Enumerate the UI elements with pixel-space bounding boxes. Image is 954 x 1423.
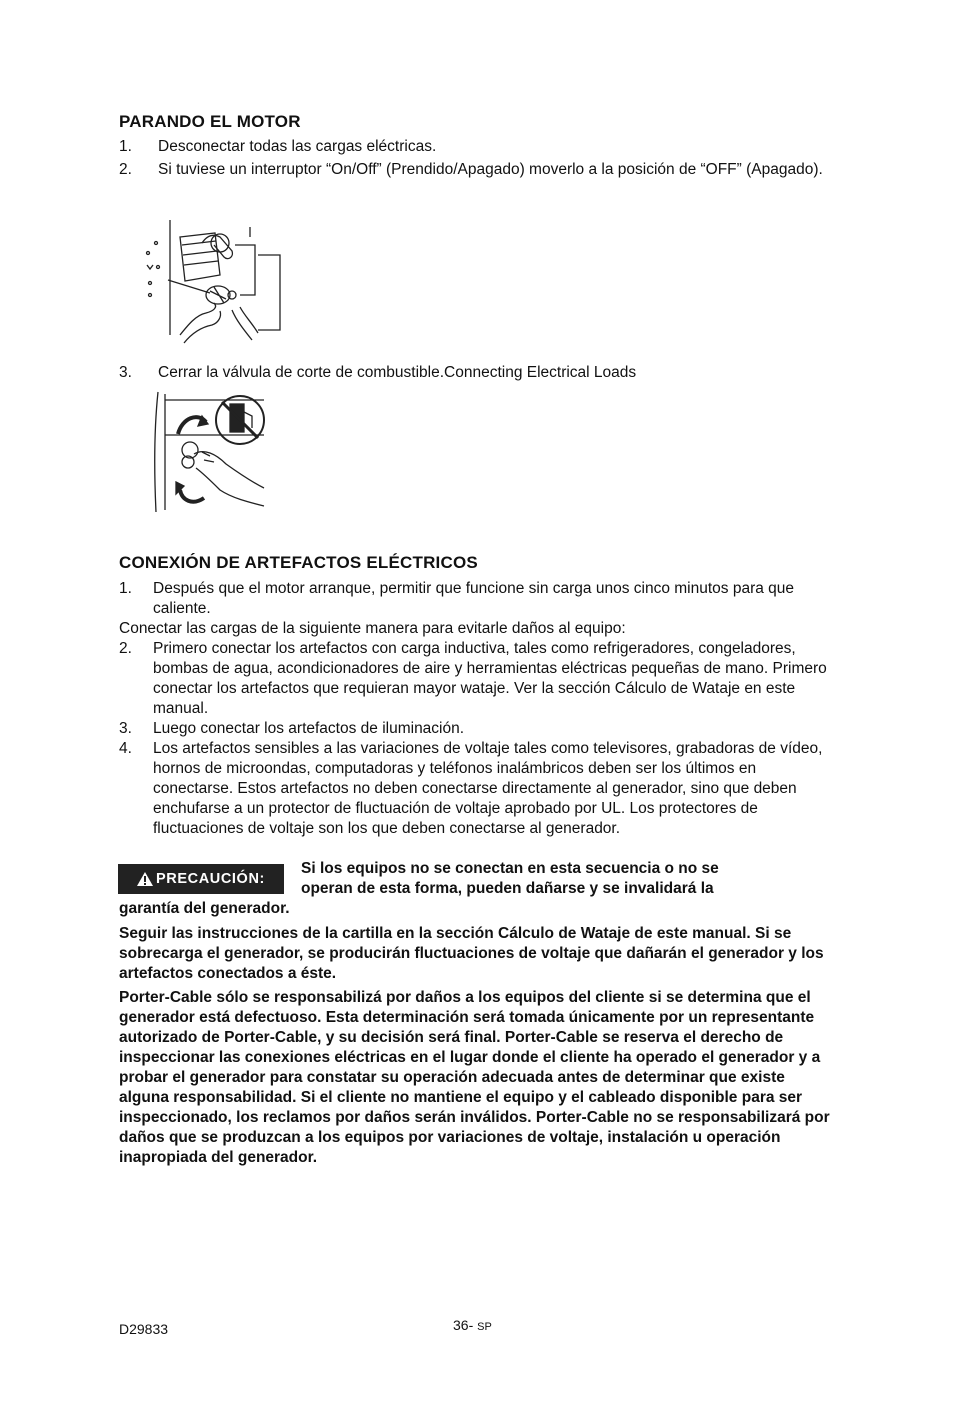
engine-switch-illustration <box>140 215 285 345</box>
caution-label: PRECAUCIÓN: <box>156 871 265 887</box>
list-item <box>119 579 839 619</box>
list-text: Si tuviese un interruptor “On/Off” (Prendido/Apagado) moverlo a la posición de “OFF” (Apagado). <box>158 161 823 178</box>
list-item <box>119 739 839 839</box>
list-number: 4. <box>119 740 132 757</box>
list-number: 3. <box>119 364 132 381</box>
caution-line-3: garantía del generador. <box>119 900 290 917</box>
list-text: Luego conectar los artefactos de iluminación. <box>153 720 465 737</box>
page-number-value: 36- <box>453 1317 474 1333</box>
warning-triangle-icon <box>137 872 153 886</box>
liability-paragraph: Porter-Cable sólo se responsabilizá por daños a los equipos del cliente si se determina que el generador está defectuoso. Esta determinación será tomada únicamente por un representante autorizado de Porter-Cable, y su decisión será final. Porter-Cable se reserva el derecho de inspeccionar las conexiones eléctricas en el lugar donde el cliente ha operado el generador y a probar el generador para constatar su operación adecuada antes de determinar que existe alguna responsabilidad. Si el cliente no mantiene el equipo y el cableado disponible para ser inspeccionado, los reclamos por daños serán inválidos. Porter-Cable no se responsabilizará por daños que se produzcan a los equipos por variaciones de voltaje, instalación u operación inapropiada del generador. <box>119 989 830 1166</box>
list-item <box>119 160 839 180</box>
intro-text: Conectar las cargas de la siguiente manera para evitarle daños al equipo: <box>119 620 626 637</box>
section-title-stopping-engine: PARANDO EL MOTOR <box>119 112 301 131</box>
section-title-connecting-loads: CONEXIÓN DE ARTEFACTOS ELÉCTRICOS <box>119 553 478 572</box>
list-item <box>119 363 839 383</box>
list-text: Primero conectar los artefactos con carga inductiva, tales como refrigeradores, congeladores, bombas de agua, acondicionadores de aire y herramientas eléctricas pequeñas de mano. Primero conectar los artefactos que requieran mayor wataje. Ver la sección Cálculo de Wataje en este manual. <box>153 640 827 717</box>
list-text: Desconectar todas las cargas eléctricas. <box>158 138 437 155</box>
list-text: Después que el motor arranque, permitir que funcione sin carga unos cinco minutos para que caliente. <box>153 580 795 617</box>
page-number <box>453 1317 492 1333</box>
list-item <box>119 639 839 719</box>
list-number: 1. <box>119 580 132 597</box>
list-item <box>119 137 839 157</box>
fuel-valve-illustration <box>140 390 268 514</box>
caution-badge <box>118 864 284 894</box>
list-text: Cerrar la válvula de corte de combustible.Connecting Electrical Loads <box>158 364 637 381</box>
list-number: 3. <box>119 720 132 737</box>
list-number: 2. <box>119 640 132 657</box>
list-text: Los artefactos sensibles a las variaciones de voltaje tales como televisores, grabadoras de vídeo, hornos de microondas, computadoras y teléfonos inalámbricos deben ser los últimos en conectarse. Estos artefactos no deben conectarse directamente al generador, sino que deben enchufarse a un protector de fluctuación de voltaje aprobado por UL. Los protectores de fluctuaciones de voltaje son los que deben conectarse al generador. <box>153 740 823 837</box>
list-item <box>119 719 839 739</box>
caution-line-1: Si los equipos no se conectan en esta secuencia o no se <box>301 860 719 877</box>
caution-line-2: operan de esta forma, pueden dañarse y se invalidará la <box>301 880 714 897</box>
document-number: D29833 <box>119 1321 169 1337</box>
list-number: 2. <box>119 161 132 178</box>
overload-paragraph: Seguir las instrucciones de la cartilla en la sección Cálculo de Wataje de este manual. Si se sobrecarga el generador, se producirán fluctuaciones de voltaje que dañarán el generador y los artefactos conectados a éste. <box>119 925 824 982</box>
list-number: 1. <box>119 138 132 155</box>
language-code: SP <box>477 1321 492 1333</box>
